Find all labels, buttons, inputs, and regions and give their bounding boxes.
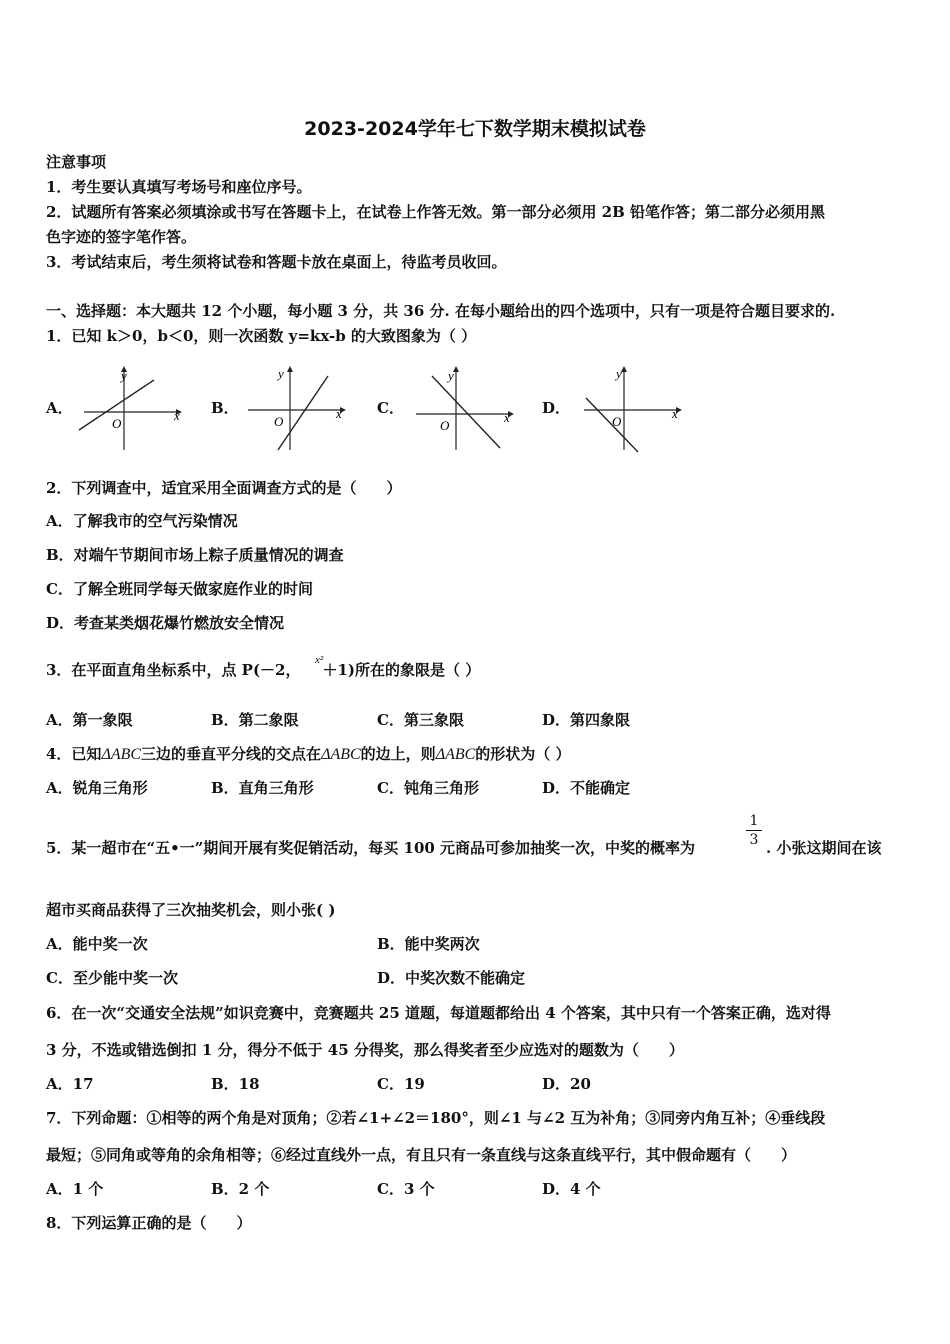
origin-label: O: [112, 416, 122, 431]
axis-y-label: y: [448, 368, 454, 383]
question-6-line-2: 3 分，不选或错选倒扣 1 分，得分不低于 45 分得奖，那么得奖者至少应选对的题数为（ ）: [46, 1041, 684, 1059]
q4-option-a: A．锐角三角形: [46, 779, 148, 797]
q4-stem-part: 的形状为（ ）: [475, 745, 571, 763]
function-line: [278, 376, 328, 450]
question-2-stem: 2．下列调查中，适宜采用全面调查方式的是（ ）: [46, 479, 402, 497]
q4-option-b: B．直角三角形: [211, 779, 314, 797]
q5-option-a: A．能中奖一次: [46, 935, 148, 953]
question-5-line-1-end: . 小张这期间在该: [766, 839, 882, 857]
q6-option-d: D．20: [542, 1075, 591, 1093]
q6-option-c: C．19: [377, 1075, 425, 1093]
section-heading: 一、选择题：本大题共 12 个小题，每小题 3 分，共 36 分. 在每小题给出的四个选项中，只有一项是符合题目要求的.: [46, 302, 836, 320]
notice-item: 1．考生要认真填写考场号和座位序号。: [46, 178, 312, 196]
question-7-line-2: 最短；⑤同角或等角的余角相等；⑥经过直线外一点，有且只有一条直线与这条直线平行，其中假命题有（ ）: [46, 1146, 797, 1164]
question-1-stem: 1．已知 k＞0，b＜0，则一次函数 y=kx-b 的大致图象为（ ）: [46, 327, 477, 345]
axis-y-label: y: [278, 366, 284, 381]
q1-option-a: A．: [46, 399, 73, 417]
question-8-stem: 8．下列运算正确的是（ ）: [46, 1214, 252, 1232]
notice-heading: 注意事项: [46, 153, 107, 171]
q2-option-b: B．对端午节期间市场上粽子质量情况的调查: [46, 546, 344, 564]
q3-option-a: A．第一象限: [46, 711, 133, 729]
notice-item: 色字迹的签字笔作答。: [46, 228, 197, 246]
q7-option-d: D．4 个: [542, 1180, 601, 1198]
q3-option-d: D．第四象限: [542, 711, 631, 729]
question-5-line-1: 5．某一超市在“五•一”期间开展有奖促销活动，每买 100 元商品可参加抽奖一次，中奖的概率为: [46, 839, 696, 857]
q3-stem-b: ＋1)所在的象限是（ ）: [322, 661, 481, 679]
question-4-stem: [46, 744, 571, 765]
fraction-numerator: 1: [746, 812, 762, 831]
q1-option-b: B．: [211, 399, 239, 417]
question-6-line-1: 6．在一次“交通安全法规”如识竞赛中，竞赛题共 25 道题，每道题都给出 4 个答案，其中只有一个答案正确，选对得: [46, 1004, 831, 1022]
q1-option-c: C．: [377, 399, 404, 417]
q4-stem-part: 的边上，则: [360, 745, 436, 763]
q7-option-b: B．2 个: [211, 1180, 270, 1198]
origin-label: O: [612, 414, 622, 429]
q5-option-d: D．中奖次数不能确定: [377, 969, 526, 987]
probability-fraction: [746, 812, 762, 849]
q6-option-b: B．18: [211, 1075, 260, 1093]
q3-option-b: B．第二象限: [211, 711, 299, 729]
question-3-stem: [46, 660, 480, 680]
axis-x-label: x: [174, 408, 180, 423]
q4-stem-part: 4．已知: [46, 745, 102, 763]
notice-item: 2．试题所有答案必须填涂或书写在答题卡上，在试卷上作答无效。第一部分必须用 2B 铅笔作答；第二部分必须用黑: [46, 203, 826, 221]
q3-stem-a: 3．在平面直角坐标系中，点 P(－2，: [46, 661, 301, 679]
q5-option-c: C．至少能中奖一次: [46, 969, 178, 987]
q1-option-d: D．: [542, 399, 571, 417]
axis-x-label: x: [504, 410, 510, 425]
graph-d: [576, 362, 686, 454]
axis-y-label: y: [121, 368, 127, 383]
graph-a: [74, 362, 184, 454]
q2-option-a: A．了解我市的空气污染情况: [46, 512, 238, 530]
question-7-line-1: 7．下列命题：①相等的两个角是对顶角；②若∠1+∠2＝180°，则∠1 与∠2 互为补角；③同旁内角互补；④垂线段: [46, 1109, 826, 1127]
triangle-symbol: ΔABC: [101, 746, 142, 763]
question-5-line-2: 超市买商品获得了三次抽奖机会，则小张( ): [46, 901, 336, 919]
notice-item: 3．考试结束后，考生须将试卷和答题卡放在桌面上，待监考员收回。: [46, 253, 507, 271]
axis-y-label: y: [616, 366, 622, 381]
q4-option-c: C．钝角三角形: [377, 779, 479, 797]
q4-stem-part: 三边的垂直平分线的交点在: [141, 745, 322, 763]
q3-exponent: x²: [315, 654, 324, 666]
q4-option-d: D．不能确定: [542, 779, 631, 797]
page-title: 2023-2024学年七下数学期末模拟试卷: [304, 118, 646, 140]
q6-option-a: A．17: [46, 1075, 94, 1093]
triangle-symbol: ΔABC: [321, 746, 361, 763]
origin-label: O: [440, 418, 450, 433]
axis-x-label: x: [672, 406, 678, 421]
q3-option-c: C．第三象限: [377, 711, 464, 729]
q7-option-a: A．1 个: [46, 1180, 104, 1198]
function-line: [432, 376, 500, 448]
q7-option-c: C．3 个: [377, 1180, 435, 1198]
triangle-symbol: ΔABC: [435, 746, 476, 763]
graph-b: [240, 362, 350, 454]
fraction-denominator: 3: [749, 832, 759, 848]
axis-x-label: x: [336, 406, 342, 421]
q2-option-c: C．了解全班同学每天做家庭作业的时间: [46, 580, 313, 598]
origin-label: O: [274, 414, 284, 429]
graph-c: [408, 362, 518, 454]
q2-option-d: D．考查某类烟花爆竹燃放安全情况: [46, 614, 285, 632]
q5-option-b: B．能中奖两次: [377, 935, 480, 953]
